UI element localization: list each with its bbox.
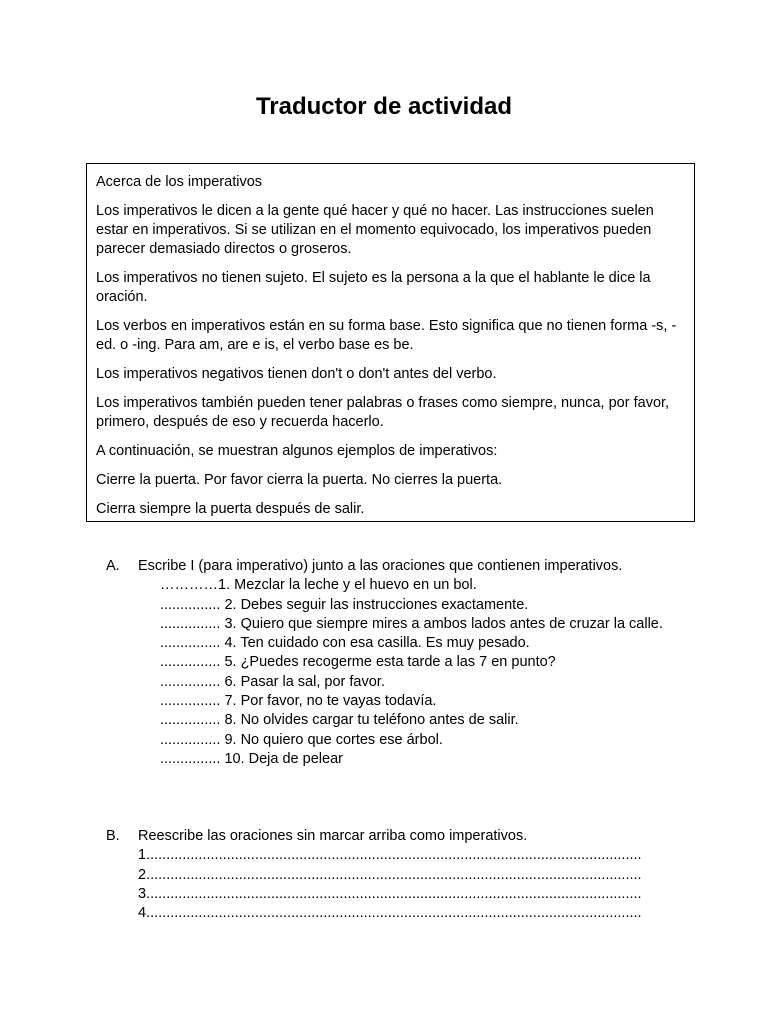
exercise-b-lines xyxy=(138,846,676,923)
exercise-a-item: ............... 2. Debes seguir las instrucciones exactamente. xyxy=(160,596,529,613)
exercise-a-items xyxy=(160,576,676,769)
info-paragraph: Los imperativos negativos tienen don't o don't antes del verbo. xyxy=(96,366,497,382)
exercise-a-item: ............... 4. Ten cuidado con esa casilla. Es muy pesado. xyxy=(160,635,530,652)
exercise-a-letter: A. xyxy=(106,558,120,574)
imperatives-info-box xyxy=(86,163,695,522)
exercise-b-instruction: Reescribe las oraciones sin marcar arriba como imperativos. xyxy=(138,828,528,844)
answer-line: 2........................................................................................................................... xyxy=(138,866,642,883)
exercise-b-header xyxy=(106,827,676,846)
exercise-a-instruction: Escribe I (para imperativo) junto a las oraciones que contienen imperativos. xyxy=(138,558,623,574)
exercise-a-item: ............... 9. No quiero que cortes ese árbol. xyxy=(160,731,443,748)
exercise-a-item: …………1. Mezclar la leche y el huevo en un bol. xyxy=(160,577,477,594)
example-sentences: Cierre la puerta. Por favor cierra la puerta. No cierres la puerta. xyxy=(96,472,503,488)
answer-line: 1........................................................................................................................... xyxy=(138,847,642,864)
info-paragraph: A continuación, se muestran algunos ejemplos de imperativos: xyxy=(96,443,498,459)
example-sentences: Cierra siempre la puerta después de salir. xyxy=(96,501,365,517)
exercise-a-item: ............... 7. Por favor, no te vayas todavía. xyxy=(160,693,437,710)
info-paragraph: Los imperativos le dicen a la gente qué hacer y qué no hacer. Las instrucciones suelen estar en imperativos. Si se utilizan en el momento equivocado, los imperativos pueden parecer demasiado directos o groseros. xyxy=(96,203,654,257)
exercise-a-item: ............... 5. ¿Puedes recogerme esta tarde a las 7 en punto? xyxy=(160,654,556,671)
info-paragraph: Los imperativos no tienen sujeto. El sujeto es la persona a la que el hablante le dice la oración. xyxy=(96,270,651,305)
exercise-a xyxy=(106,557,676,769)
answer-line: 3........................................................................................................................... xyxy=(138,885,642,902)
info-box-heading: Acerca de los imperativos xyxy=(96,174,263,190)
exercise-a-item: ............... 10. Deja de pelear xyxy=(160,750,343,767)
exercise-a-item: ............... 3. Quiero que siempre mires a ambos lados antes de cruzar la calle. xyxy=(160,615,663,632)
exercise-b xyxy=(106,827,676,923)
exercise-b-letter: B. xyxy=(106,828,120,844)
exercise-a-item: ............... 8. No olvides cargar tu teléfono antes de salir. xyxy=(160,712,519,729)
exercise-a-header xyxy=(106,557,676,576)
page-title: Traductor de actividad xyxy=(255,93,513,120)
answer-line: 4........................................................................................................................... xyxy=(138,905,642,922)
info-paragraph: Los verbos en imperativos están en su forma base. Esto significa que no tienen forma -s, -ed. o -ing. Para am, are e is, el verbo base es be. xyxy=(96,318,677,353)
exercise-a-item: ............... 6. Pasar la sal, por favor. xyxy=(160,673,385,690)
info-paragraph: Los imperativos también pueden tener palabras o frases como siempre, nunca, por favor, primero, después de eso y recuerda hacerlo. xyxy=(96,395,670,430)
